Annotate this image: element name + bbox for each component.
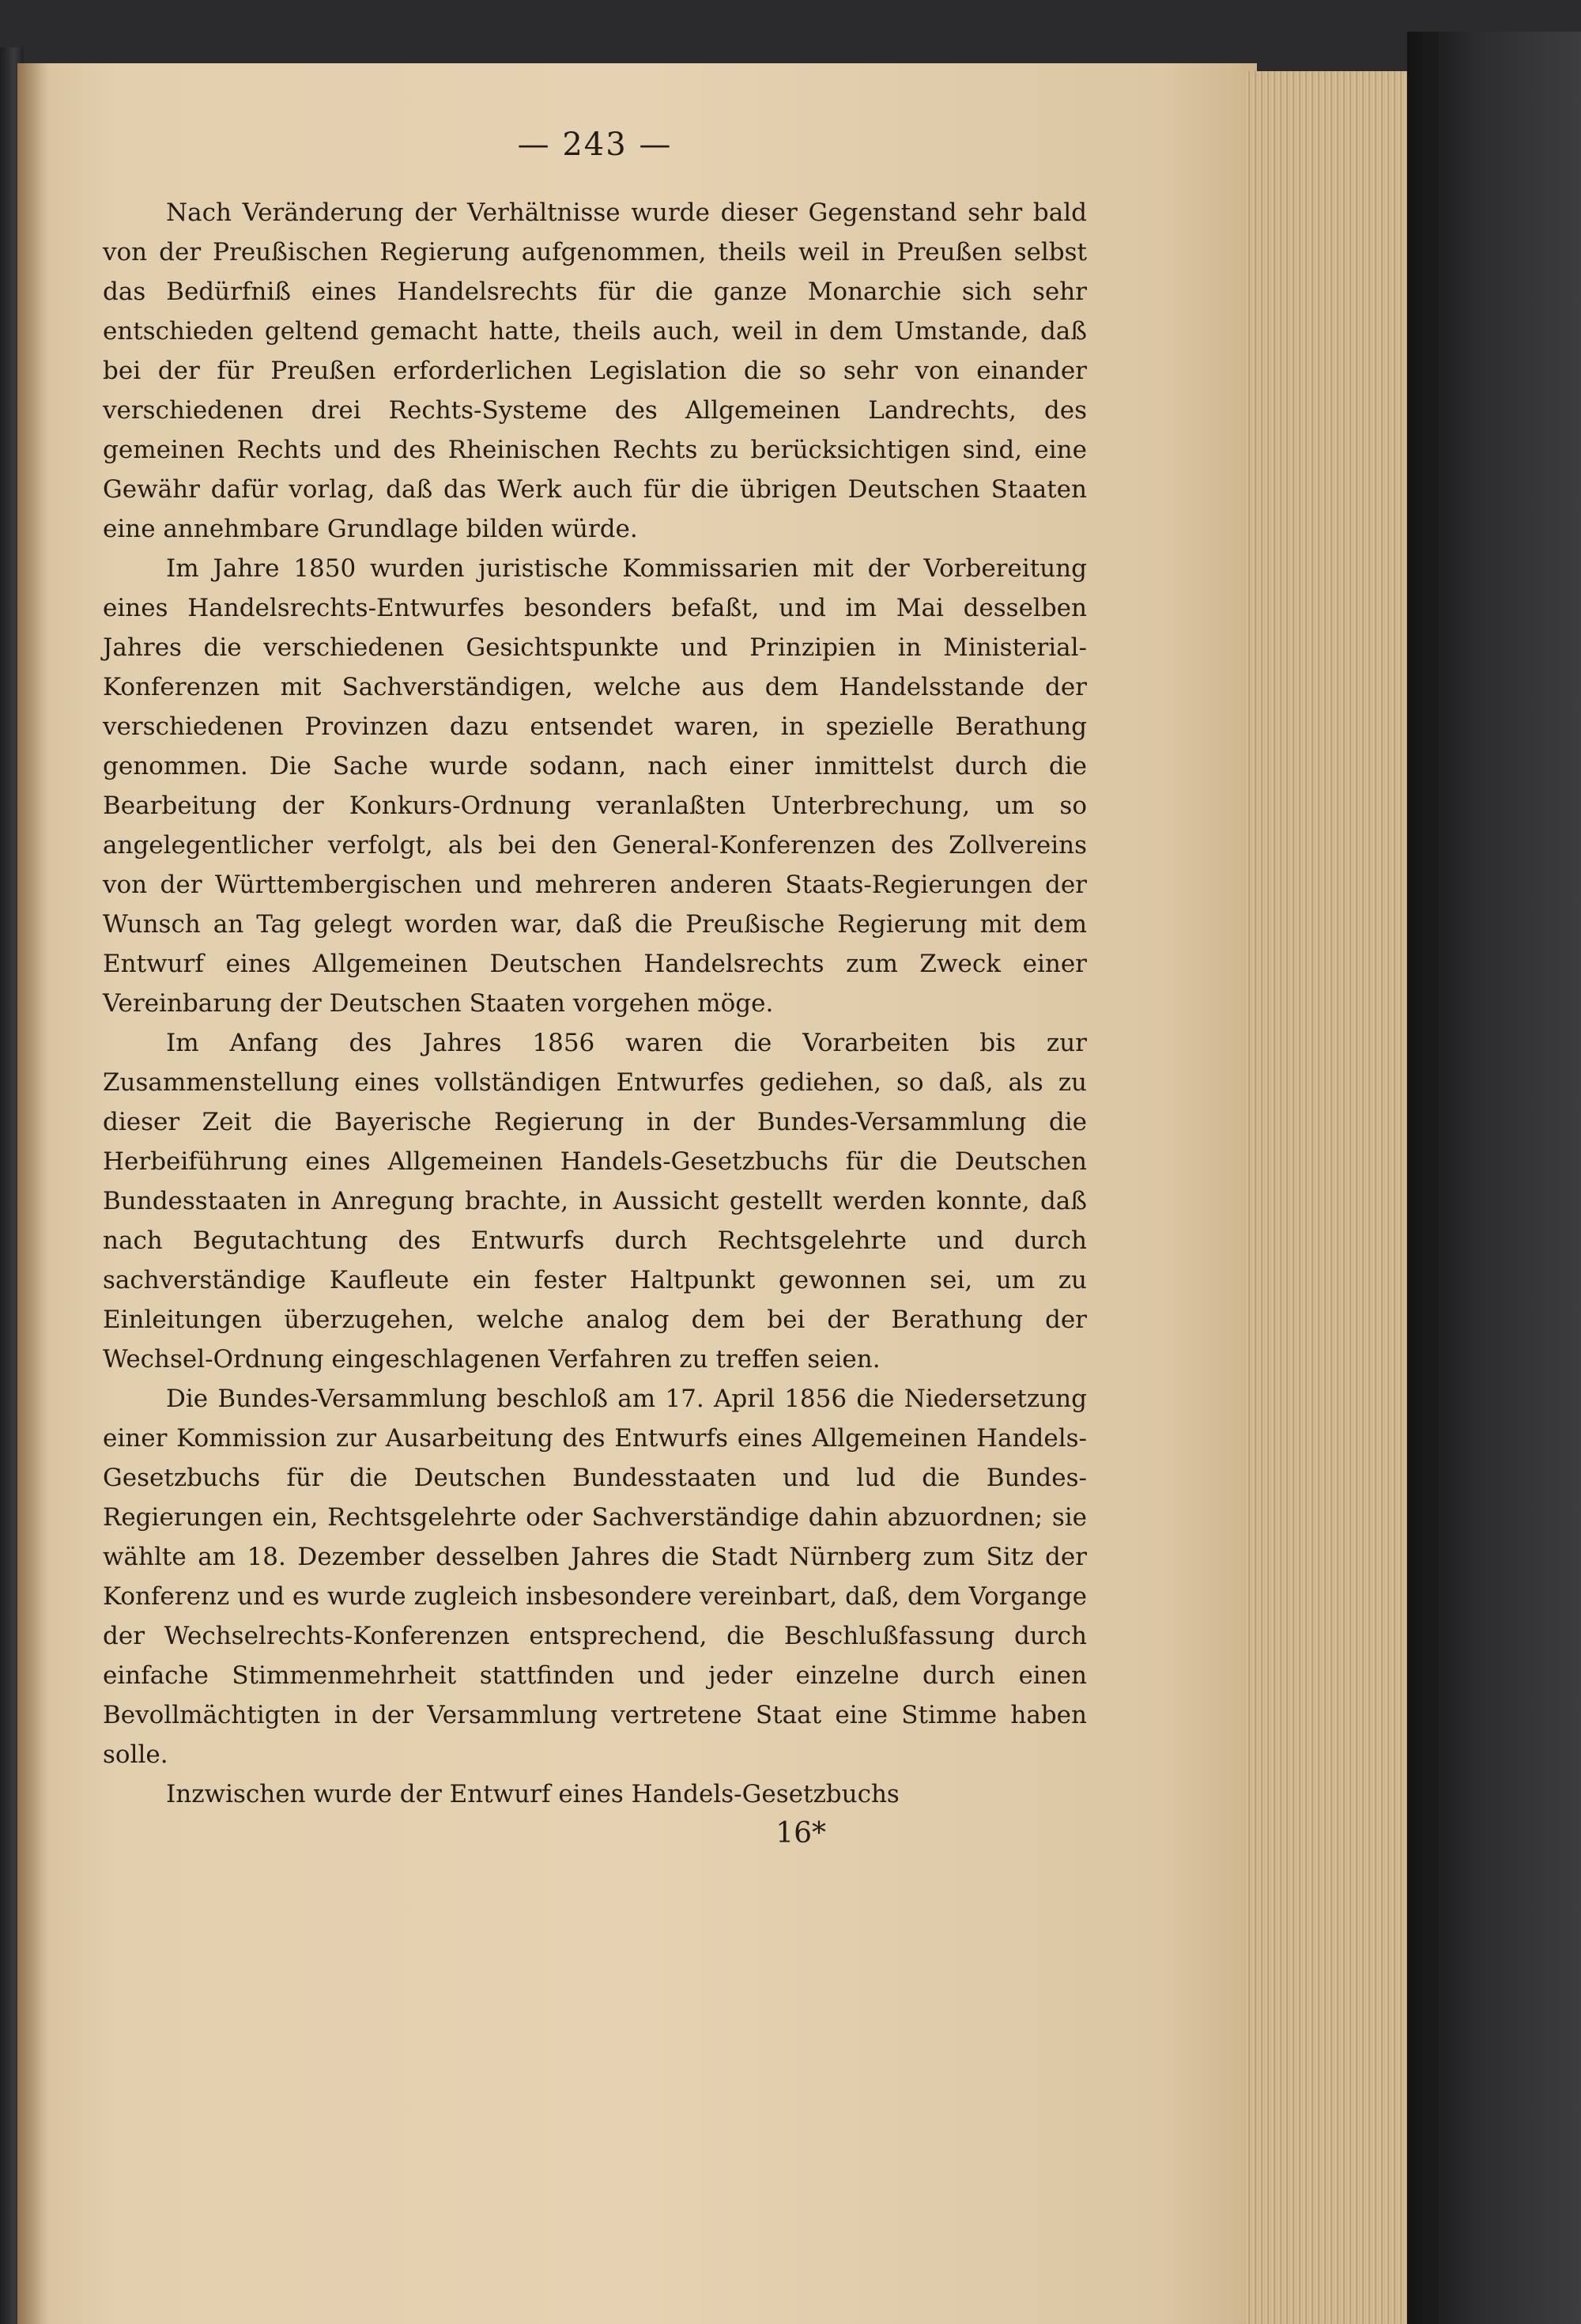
cover-spine-band [1423,32,1439,2324]
paragraph-2: Im Jahre 1850 wurden juristische Kommissarien mit der Vorbereitung eines Handelsrechts-Entwurfes besonders befaßt, und im Mai desselben Jahres die verschiedenen Gesichtspunkte und Prinzipien in Ministerial-Konferenzen mit Sachverständigen, welche aus dem Handelsstande der verschiedenen Provinzen dazu entsendet waren, in spezielle Berathung genommen. Die Sache wurde sodann, nach einer inmittelst durch die Bearbeitung der Konkurs-Ordnung veranlaßten Unterbrechung, um so angelegentlicher verfolgt, als bei den General-Konferenzen des Zollvereins von der Württembergischen und mehreren anderen Staats-Regierungen der Wunsch an Tag gelegt worden war, daß die Preußische Regierung mit dem Entwurf eines Allgemeinen Deutschen Handelsrechts zum Zweck einer Vereinbarung der Deutschen Staaten vorgehen möge. [103,554,1087,1018]
paragraph-3: Im Anfang des Jahres 1856 waren die Vorarbeiten bis zur Zusammenstellung eines vollständigen Entwurfes gediehen, so daß, als zu dieser Zeit die Bayerische Regierung in der Bundes-Versammlung die Herbeiführung eines Allgemeinen Handels-Gesetzbuchs für die Deutschen Bundesstaaten in Anregung brachte, in Aussicht gestellt werden konnte, daß nach Begutachtung des Entwurfs durch Rechtsgelehrte und durch sachverständige Kaufleute ein fester Haltpunkt gewonnen sei, um zu Einleitungen überzugehen, welche analog dem bei der Berathung der Wechsel-Ordnung eingeschlagenen Verfahren zu treffen seien. [103,1029,1087,1374]
signature-mark: 16* [775,1817,826,1850]
paragraph-1: Nach Veränderung der Verhältnisse wurde dieser Gegenstand sehr bald von der Preußischen Regierung aufgenommen, theils weil in Preußen selbst das Bedürfniß eines Handelsrechts für die ganze Monarchie sich sehr entschieden geltend gemacht hatte, theils auch, weil in dem Umstande, daß bei der für Preußen erforderlichen Legislation die so sehr von einander verschiedenen drei Rechts-Systeme des Allgemeinen Landrechts, des gemeinen Rechts und des Rheinischen Rechts zu berücksichtigen sind, eine Gewähr dafür vorlag, daß das Werk auch für die übrigen Deutschen Staaten eine annehmbare Grundlage bilden würde. [103,198,1087,543]
gutter-shadow [17,63,49,2324]
paragraph-4: Die Bundes-Versammlung beschloß am 17. April 1856 die Niedersetzung einer Kommission zur Ausarbeitung des Entwurfs eines Allgemeinen Handels-Gesetzbuchs für die Deutschen Bundesstaaten und lud die Bundes-Regierungen ein, Rechtsgelehrte oder Sachverständige dahin abzuordnen; sie wählte am 18. Dezember desselben Jahres die Stadt Nürnberg zum Sitz der Konferenz und es wurde zugleich insbesondere vereinbart, daß, dem Vorgange der Wechselrechts-Konferenzen entsprechend, die Beschlußfassung durch einfache Stimmenmehrheit stattfinden und jeder einzelne durch einen Bevollmächtigten in der Versammlung vertretene Staat eine Stimme haben solle. [103,1385,1087,1769]
page-content [103,127,1087,1850]
page-number: — 243 — [517,127,673,163]
paragraph-5: Inzwischen wurde der Entwurf eines Handels-Gesetzbuchs [166,1780,900,1808]
page-block-edges [1245,71,1409,2324]
body-text [103,193,1087,1814]
